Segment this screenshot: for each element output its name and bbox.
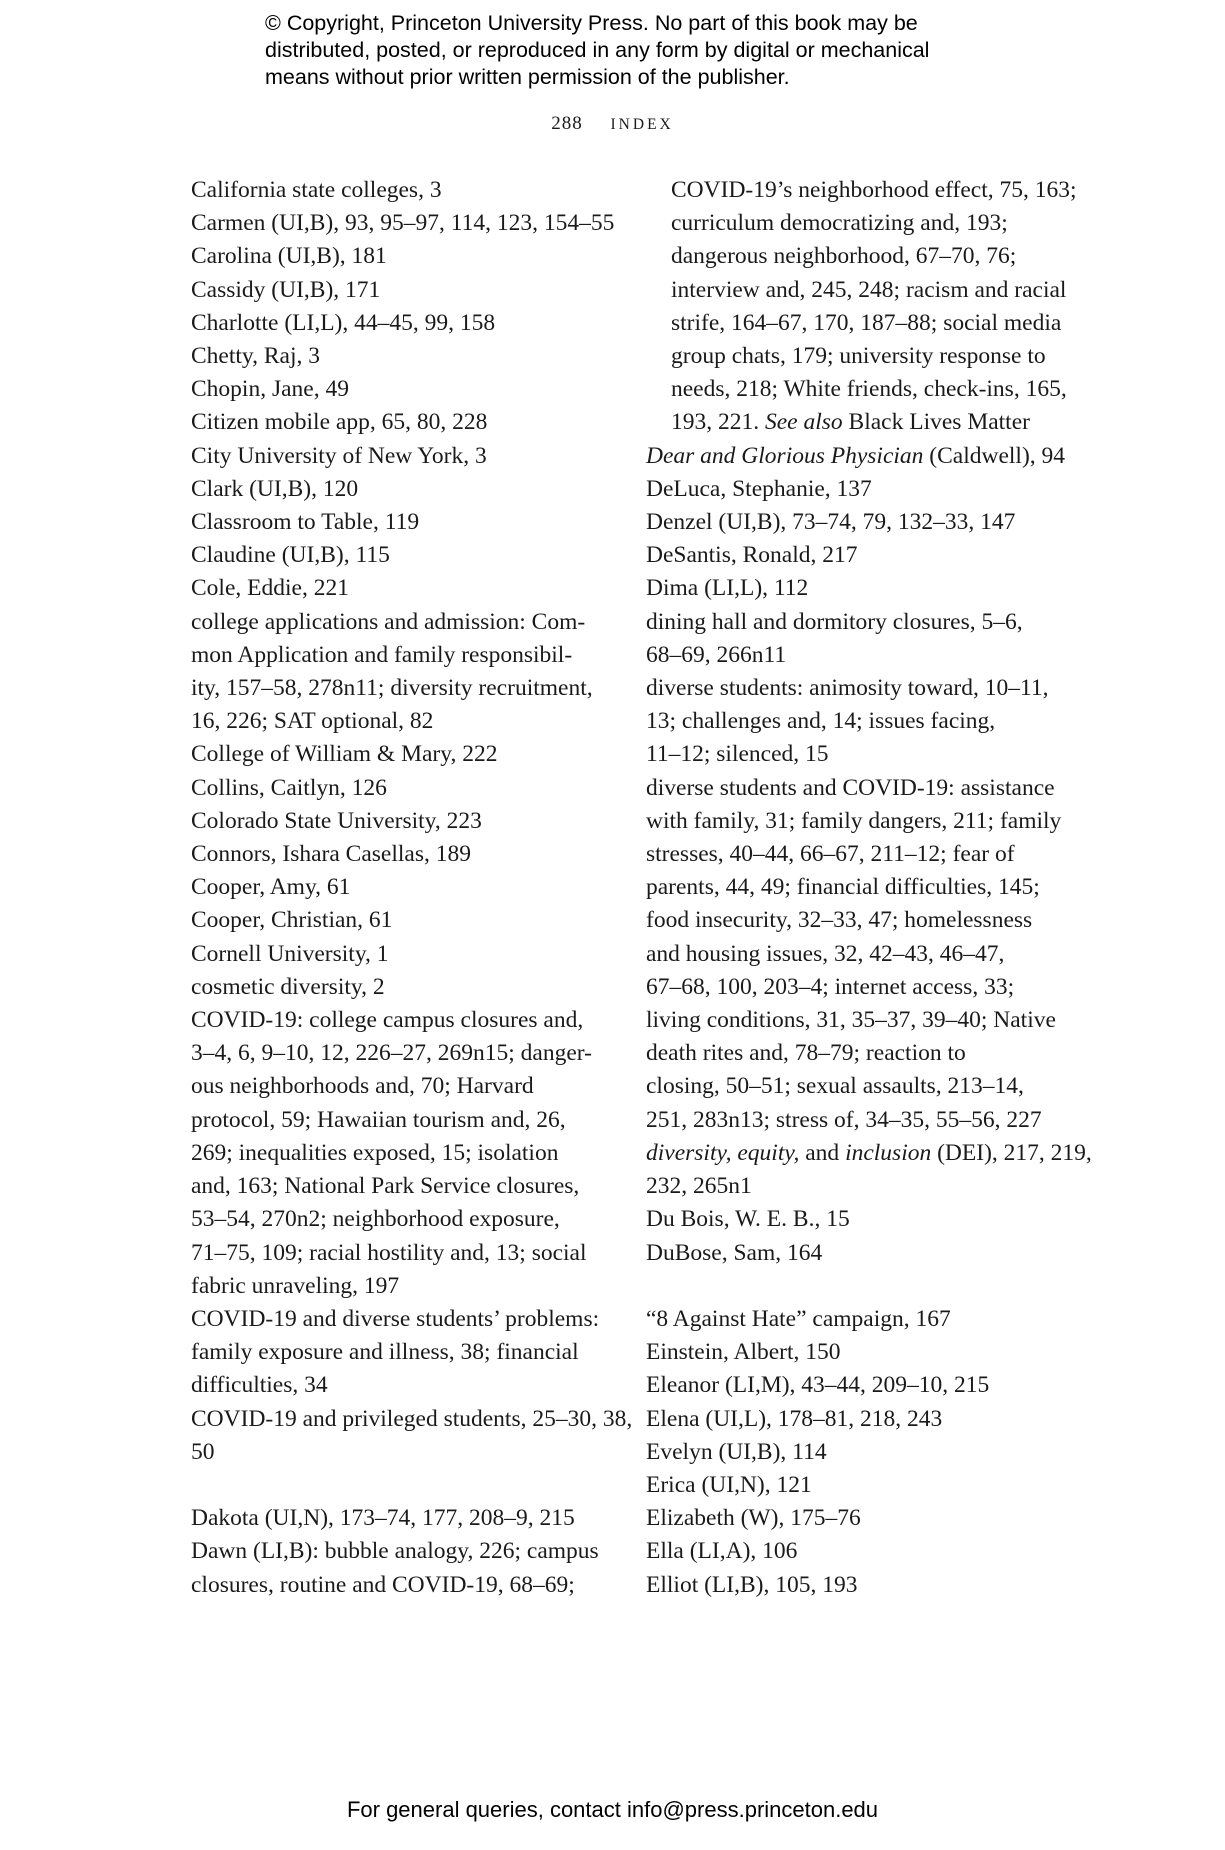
index-entry-line: cosmetic diversity, 2 — [191, 973, 385, 1000]
index-entry-line: Eleanor (LI,M), 43–44, 209–10, 215 — [646, 1372, 990, 1399]
index-entry-line: Cassidy (UI,B), 171 — [191, 276, 381, 303]
index-entry-line: college applications and admission: Com- — [191, 608, 586, 635]
index-entry-line: Carmen (UI,B), 93, 95–97, 114, 123, 154–55 — [191, 210, 615, 237]
index-entry — [646, 1203, 1066, 1236]
index-entry — [191, 1502, 601, 1535]
index-entry — [646, 1369, 1066, 1402]
index-entry-line: Cornell University, 1 — [191, 940, 389, 967]
index-entry-line: ity, 157–58, 278n11; diversity recruitment, — [191, 675, 593, 702]
index-entry — [191, 572, 601, 605]
index-entry-line: Denzel (UI,B), 73–74, 79, 132–33, 147 — [646, 509, 1016, 536]
index-entry-line: 71–75, 109; racial hostility and, 13; social — [191, 1239, 587, 1266]
index-entry-line: Collins, Caitlyn, 126 — [191, 774, 387, 801]
index-entry-line: strife, 164–67, 170, 187–88; social media — [671, 309, 1062, 336]
index-entry — [646, 440, 1066, 473]
index-entry — [191, 838, 601, 871]
index-entry-line: protocol, 59; Hawaiian tourism and, 26, — [191, 1106, 566, 1133]
index-entry-line: Dakota (UI,N), 173–74, 177, 208–9, 215 — [191, 1505, 575, 1532]
index-entry-line: Einstein, Albert, 150 — [646, 1339, 841, 1366]
index-entry-line: 3–4, 6, 9–10, 12, 226–27, 269n15; danger- — [191, 1040, 592, 1067]
section-title: INDEX — [610, 116, 674, 133]
index-entry — [191, 506, 601, 539]
index-column-right — [646, 174, 1092, 1602]
index-entry — [191, 1303, 601, 1403]
index-entry-line — [671, 406, 1066, 439]
index-entry-line: DeSantis, Ronald, 217 — [646, 542, 858, 569]
index-entry — [191, 1403, 633, 1469]
see-also-target: Black Lives Matter — [842, 409, 1030, 436]
index-entry — [646, 1237, 1066, 1270]
index-entry-line: Erica (UI,N), 121 — [646, 1471, 812, 1498]
index-entry — [191, 274, 601, 307]
index-entry-line: Chopin, Jane, 49 — [191, 376, 349, 403]
index-entry — [646, 1469, 1066, 1502]
copyright-line: distributed, posted, or reproduced in any form by digital or mechanical — [265, 38, 930, 62]
index-entry — [191, 1004, 601, 1303]
copyright-notice — [265, 10, 985, 91]
index-entry — [191, 473, 601, 506]
index-entry-line: 50 — [191, 1438, 215, 1465]
index-entry-line: food insecurity, 32–33, 47; homelessness — [646, 907, 1033, 934]
running-head — [0, 113, 1225, 135]
index-text: (Caldwell), 94 — [923, 442, 1066, 469]
index-entry — [191, 373, 601, 406]
index-entry — [646, 1137, 1092, 1203]
index-entry — [646, 1436, 1066, 1469]
index-entry — [646, 1535, 1066, 1568]
index-entry-line: closing, 50–51; sexual assaults, 213–14, — [646, 1073, 1024, 1100]
index-entry-line: Classroom to Table, 119 — [191, 509, 420, 536]
index-entry — [646, 473, 1066, 506]
index-entry — [191, 1535, 601, 1601]
index-entry-line: Claudine (UI,B), 115 — [191, 542, 390, 569]
index-entry-line: City University of New York, 3 — [191, 442, 487, 469]
index-text: and — [799, 1139, 846, 1166]
index-entry-line: Cole, Eddie, 221 — [191, 575, 349, 602]
index-entry-line: diverse students and COVID-19: assistance — [646, 774, 1055, 801]
index-entry-line: difficulties, 34 — [191, 1372, 328, 1399]
index-entry-line: fabric unraveling, 197 — [191, 1272, 400, 1299]
index-entry-line: Cooper, Christian, 61 — [191, 907, 393, 934]
index-entry-line: ous neighborhoods and, 70; Harvard — [191, 1073, 534, 1100]
index-entry-line: and, 163; National Park Service closures, — [191, 1173, 580, 1200]
index-entry — [646, 572, 1066, 605]
index-entry-line: Clark (UI,B), 120 — [191, 475, 359, 502]
index-entry-line: with family, 31; family dangers, 211; family — [646, 807, 1062, 834]
index-entry-line: Elliot (LI,B), 105, 193 — [646, 1571, 858, 1598]
italic-term: inclusion — [845, 1139, 932, 1166]
index-entry-line: Du Bois, W. E. B., 15 — [646, 1206, 850, 1233]
index-entry-line — [646, 1137, 1092, 1170]
index-entry-line: COVID-19: college campus closures and, — [191, 1007, 584, 1034]
index-entry — [191, 406, 601, 439]
index-entry-line: Cooper, Amy, 61 — [191, 874, 351, 901]
italic-term: diversity, equity, — [646, 1139, 800, 1166]
page-number: 288 — [551, 113, 583, 134]
index-entry-line: COVID-19 and diverse students’ problems: — [191, 1305, 600, 1332]
index-entry-line: 232, 265n1 — [646, 1173, 752, 1200]
index-entry-line: dangerous neighborhood, 67–70, 76; — [671, 243, 1017, 270]
index-group — [646, 1203, 1066, 1269]
index-entry-line: 53–54, 270n2; neighborhood exposure, — [191, 1206, 560, 1233]
index-entry-line: needs, 218; White friends, check-ins, 165, — [671, 376, 1067, 403]
index-entry — [191, 738, 601, 771]
index-entry-line: group chats, 179; university response to — [671, 343, 1046, 370]
index-entry — [191, 174, 601, 207]
index-entry — [646, 539, 1066, 572]
index-entry-line: Colorado State University, 223 — [191, 807, 482, 834]
index-entry-line: Carolina (UI,B), 181 — [191, 243, 387, 270]
index-entry — [646, 1336, 1066, 1369]
index-entry-line: Evelyn (UI,B), 114 — [646, 1438, 827, 1465]
index-entry-line: 68–69, 266n11 — [646, 641, 787, 668]
index-entry-line: Ella (LI,A), 106 — [646, 1538, 798, 1565]
index-entry — [191, 971, 601, 1004]
index-entry — [191, 539, 601, 572]
index-entry-line: Charlotte (LI,L), 44–45, 99, 158 — [191, 309, 496, 336]
index-entry — [191, 240, 601, 273]
index-entry — [191, 904, 601, 937]
index-text: 193, 221. — [671, 409, 765, 436]
index-entry — [191, 871, 601, 904]
index-entry-line: Dawn (LI,B): bubble analogy, 226; campus — [191, 1538, 599, 1565]
index-text: (DEI), 217, 219, — [931, 1139, 1092, 1166]
index-entry-line — [646, 440, 1066, 473]
see-also-label: See also — [765, 409, 843, 436]
index-entry-line: College of William & Mary, 222 — [191, 741, 498, 768]
index-group — [646, 1303, 1066, 1602]
index-entry — [191, 606, 601, 739]
index-entry-line: COVID-19 and privileged students, 25–30, 38, — [191, 1405, 633, 1432]
index-group — [646, 440, 1066, 1137]
index-entry-line: living conditions, 31, 35–37, 39–40; Native — [646, 1007, 1056, 1034]
index-entry-line: family exposure and illness, 38; financial — [191, 1339, 579, 1366]
index-entry — [646, 606, 1066, 672]
index-entry-line: interview and, 245, 248; racism and racial — [671, 276, 1067, 303]
index-entry — [191, 772, 601, 805]
index-entry-line: diverse students: animosity toward, 10–11, — [646, 675, 1049, 702]
index-entry-line: dining hall and dormitory closures, 5–6, — [646, 608, 1023, 635]
index-entry-line: COVID-19’s neighborhood effect, 75, 163; — [671, 177, 1077, 203]
index-entry-line: mon Application and family responsibil- — [191, 641, 573, 668]
footer-contact: For general queries, contact info@press.princeton.edu — [346, 1797, 879, 1822]
index-entry-line: Dima (LI,L), 112 — [646, 575, 809, 602]
index-entry-line: 11–12; silenced, 15 — [646, 741, 829, 768]
index-entry-line: 67–68, 100, 203–4; internet access, 33; — [646, 973, 1015, 1000]
index-entry — [646, 1569, 1066, 1602]
index-entry-line: Connors, Ishara Casellas, 189 — [191, 841, 471, 868]
index-entry-line: Chetty, Raj, 3 — [191, 343, 321, 370]
index-entry-line: closures, routine and COVID-19, 68–69; — [191, 1571, 575, 1598]
index-entry — [191, 307, 601, 340]
index-entry — [191, 805, 601, 838]
index-entry — [646, 772, 1066, 1137]
index-entry — [191, 207, 615, 240]
index-entry-line: 16, 226; SAT optional, 82 — [191, 708, 434, 735]
index-entry-line: Elena (UI,L), 178–81, 218, 243 — [646, 1405, 943, 1432]
index-entry — [646, 1303, 1066, 1336]
index-entry — [646, 506, 1066, 539]
index-entry — [191, 440, 601, 473]
index-entry-line: curriculum democratizing and, 193; — [671, 210, 1008, 237]
index-entry-line: 251, 283n13; stress of, 34–35, 55–56, 227 — [646, 1106, 1042, 1133]
index-entry — [191, 938, 601, 971]
index-entry — [646, 1502, 1066, 1535]
book-title: Dear and Glorious Physician — [646, 442, 924, 469]
index-entry-line: “8 Against Hate” campaign, 167 — [646, 1305, 951, 1332]
index-entry-line: Citizen mobile app, 65, 80, 228 — [191, 409, 488, 436]
index-entry-line: DeLuca, Stephanie, 137 — [646, 475, 872, 502]
index-entry-line: death rites and, 78–79; reaction to — [646, 1040, 966, 1067]
index-entry-continuation — [646, 174, 1077, 440]
index-entry-line: 13; challenges and, 14; issues facing, — [646, 708, 996, 735]
index-entry-line: DuBose, Sam, 164 — [646, 1239, 823, 1266]
copyright-line: © Copyright, Princeton University Press. No part of this book may be — [265, 11, 918, 35]
index-entry-line: and housing issues, 32, 42–43, 46–47, — [646, 940, 1005, 967]
index-entry-line: California state colleges, 3 — [191, 177, 442, 203]
index-entry-line: stresses, 40–44, 66–67, 211–12; fear of — [646, 841, 1015, 868]
index-entry-line: 269; inequalities exposed, 15; isolation — [191, 1139, 559, 1166]
index-entry — [646, 1403, 1066, 1436]
copyright-line: means without prior written permission of the publisher. — [265, 65, 790, 89]
index-entry-line: parents, 44, 49; financial difficulties, 145; — [646, 874, 1040, 901]
index-entry-line: Elizabeth (W), 175–76 — [646, 1505, 861, 1532]
index-entry — [191, 340, 601, 373]
index-entry — [646, 672, 1066, 772]
index-column-left — [191, 174, 633, 1602]
